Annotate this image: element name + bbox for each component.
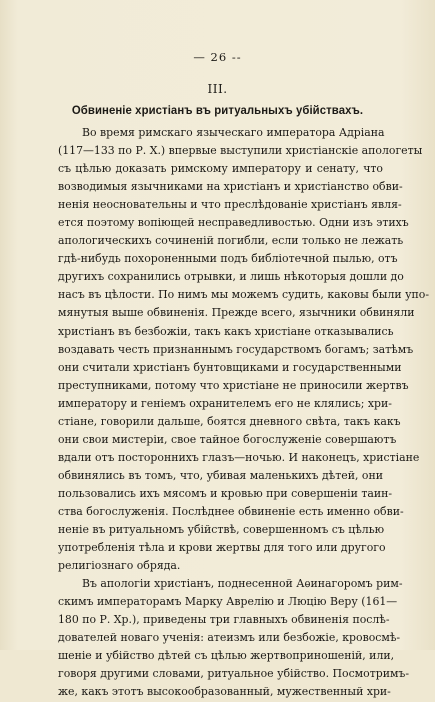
text-line: (117—133 по Р. Х.) впервые выступили христіанскіе апологеты <box>58 144 423 158</box>
text-line: пользовались ихъ мясомъ и кровью при совершеніи таин- <box>58 486 393 500</box>
text-line: стіане, говорили дальше, боятся дневного свѣта, такъ какъ <box>58 414 401 428</box>
text-line: Въ апологіи христіанъ, поднесенной Аѳинагоромъ рим- <box>82 577 403 591</box>
text-line: обвинялись въ томъ, что, убивая маленькихъ дѣтей, они <box>58 468 383 482</box>
text-line: апологическихъ сочиненій погибли, если только не лежать <box>58 234 404 248</box>
text-line: Во время римскаго языческаго императора Адріана <box>82 126 385 139</box>
text-line: съ цѣлью доказать римскому императору и сенату, что <box>58 162 383 176</box>
text-line: неніе въ ритуальномъ убійствѣ, совершенномъ съ цѣлью <box>58 523 385 537</box>
text-line: насъ въ цѣлости. По нимъ мы можемъ судить, каковы были упо- <box>58 288 430 302</box>
text-line: же, какъ этотъ высокообразованный, мужественный хри- <box>58 685 391 699</box>
text-line: императору и геніемъ охранителемъ его не клялись; хри- <box>58 396 392 410</box>
text-line: христіанъ въ безбожіи, такъ какъ христіане отказывались <box>58 324 394 338</box>
text-line: мянутыя выше обвиненія. Прежде всего, язычники обвиняли <box>58 306 415 320</box>
page-number: — 26 -- <box>193 50 242 64</box>
text-line: вдали отъ постороннихъ глазъ—ночью. И наконецъ, христіане <box>58 450 420 464</box>
text-line: ется поэтому вопіющей несправедливостью. Одни изъ этихъ <box>58 216 409 230</box>
body-text <box>58 124 430 702</box>
text-line: преступниками, потому что христіане не приносили жертвъ <box>58 378 409 392</box>
text-line: 180 по Р. Хр.), приведены три главныхъ обвиненія послѣ- <box>58 613 390 627</box>
text-line: возводимыя язычниками на христіанъ и христіанство обви- <box>58 180 403 194</box>
text-line: говоря другими словами, ритуальное убійство. Посмотримъ- <box>58 667 410 681</box>
text-line: гдѣ-нибудь похороненными подъ библіотечной пылью, отъ <box>58 252 398 266</box>
text-line: дователей новаго ученія: атеизмъ или безбожіе, кровосмѣ- <box>58 631 401 645</box>
text-line: ненія неосновательны и что преслѣдованіе христіанъ явля- <box>58 198 402 212</box>
text-line: они свои мистеріи, свое тайное богослуженіе совершаютъ <box>58 432 397 446</box>
text-line: воздавать честь признаннымъ государствомъ богамъ; затѣмъ <box>58 342 414 356</box>
section-title: Обвиненіе христіанъ въ ритуальныхъ убійствахъ. <box>71 103 364 117</box>
text-line: религіознаго обряда. <box>58 559 181 573</box>
text-line: шеніе и убійство дѣтей съ цѣлью жертвоприношеній, или, <box>58 649 395 663</box>
text-line: скимъ императорамъ Марку Аврелію и Люцію Веру (161— <box>58 595 398 609</box>
text-line: употребленія тѣла и крови жертвы для того или другого <box>58 541 386 555</box>
chapter-heading: III. <box>207 82 228 96</box>
text-line: другихъ сохранились отрывки, и лишь нѣкоторыя дошли до <box>58 270 404 284</box>
text-line: ства богослуженія. Послѣднее обвиненіе есть именно обви- <box>58 504 404 518</box>
text-line: они считали христіанъ бунтовщиками и государственными <box>58 360 402 374</box>
